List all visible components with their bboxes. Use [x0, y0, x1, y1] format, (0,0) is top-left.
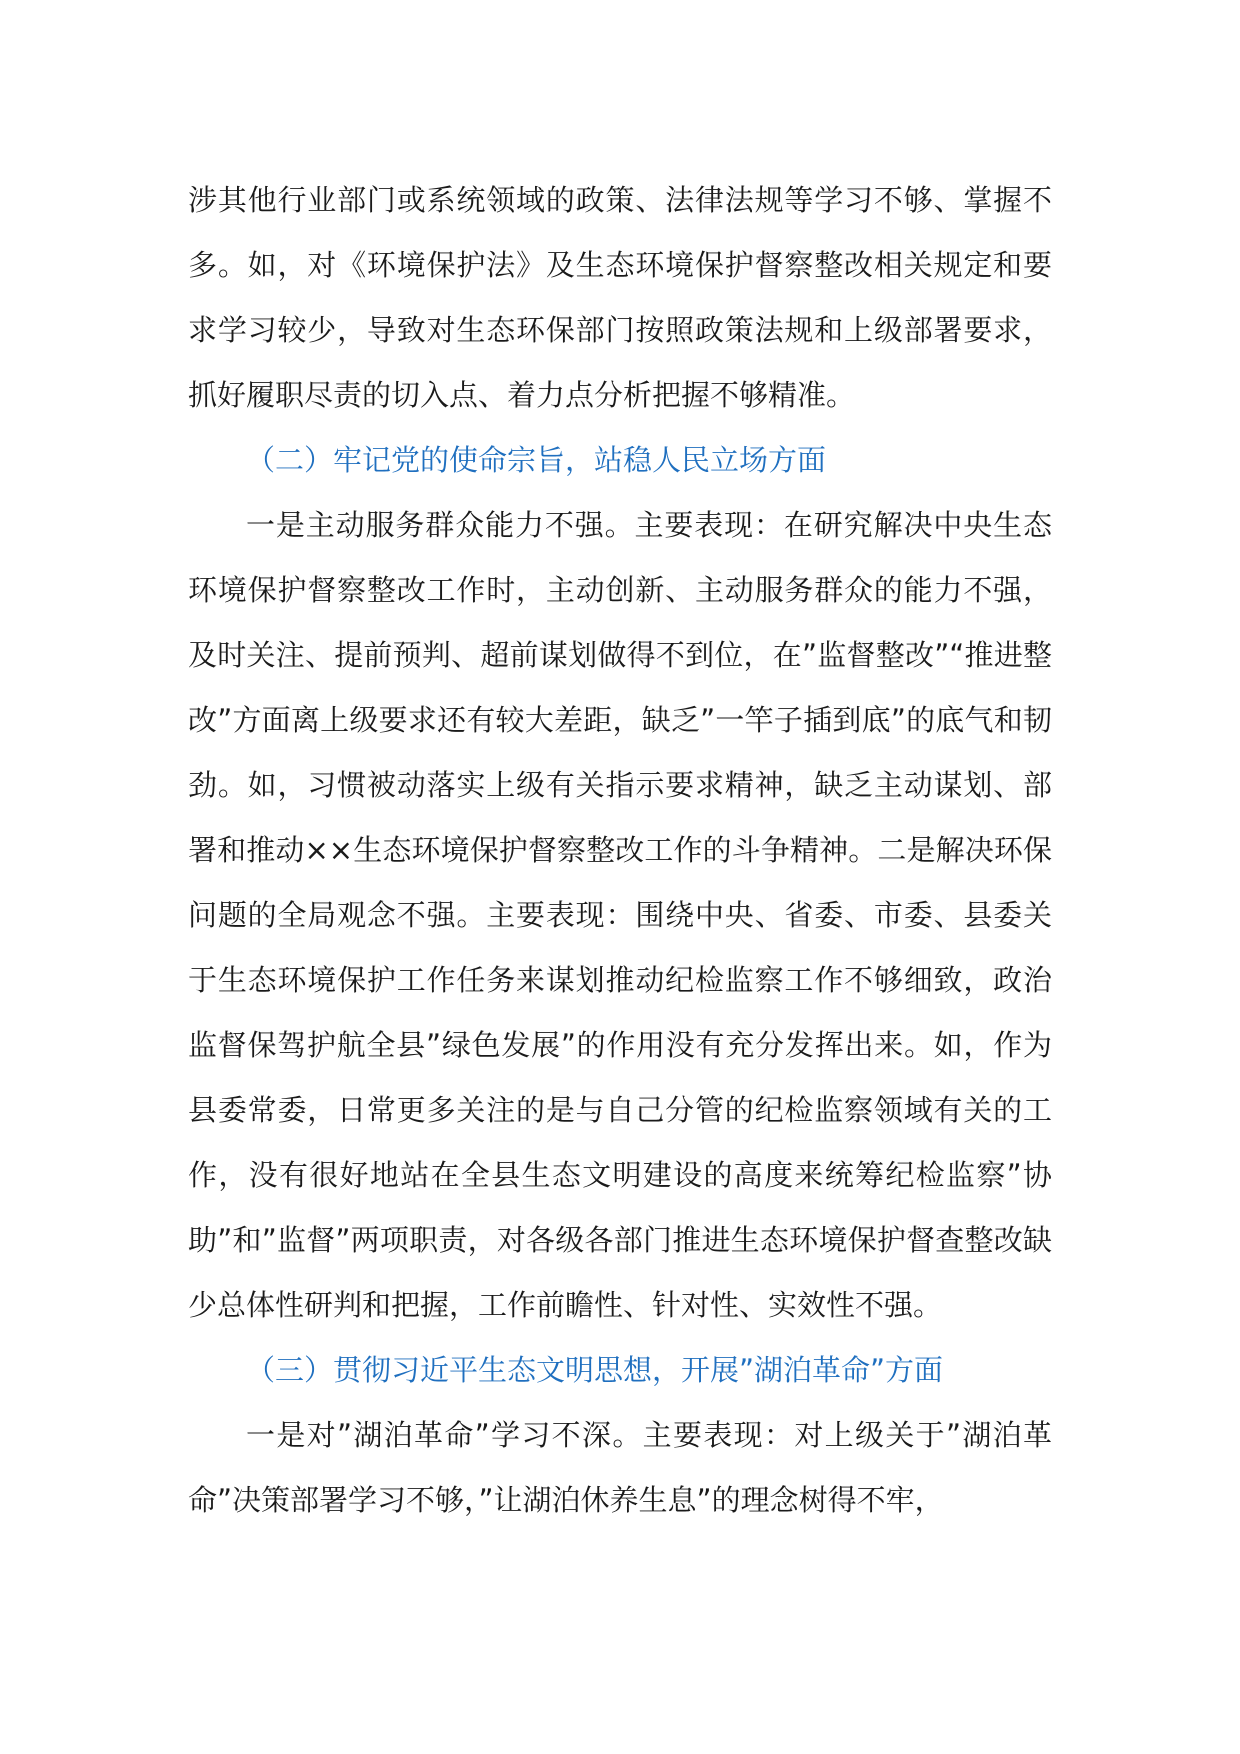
paragraph-section-2: 一是主动服务群众能力不强。主要表现：在研究解决中央生态环境保护督察整改工作时，主动创新、主动服务群众的能力不强，及时关注、提前预判、超前谋划做得不到位，在”监督整改”“推进整改”方面离上级要求还有较大差距，缺乏”一竿子插到底”的底气和韧劲。如，习惯被动落实上级有关指示要求精神，缺乏主动谋划、部署和推动××生态环境保护督察整改工作的斗争精神。二是解决环保问题的全局观念不强。主要表现：围绕中央、省委、市委、县委关于生态环境保护工作任务来谋划推动纪检监察工作不够细致，政治监督保驾护航全县”绿色发展”的作用没有充分发挥出来。如，作为县委常委，日常更多关注的是与自己分管的纪检监察领域有关的工作，没有很好地站在全县生态文明建设的高度来统筹纪检监察”协助”和”监督”两项职责，对各级各部门推进生态环境保护督查整改缺少总体性研判和把握，工作前瞻性、针对性、实效性不强。: [188, 508, 1052, 1322]
document-body: [188, 168, 1052, 1533]
paragraph-section-3: 一是对”湖泊革命”学习不深。主要表现：对上级关于”湖泊革命”决策部署学习不够，”让湖泊休养生息”的理念树得不牢，: [188, 1418, 1052, 1517]
paragraph-continuation: 涉其他行业部门或系统领域的政策、法律法规等学习不够、掌握不多。如，对《环境保护法》及生态环境保护督察整改相关规定和要求学习较少，导致对生态环保部门按照政策法规和上级部署要求，抓好履职尽责的切入点、着力点分析把握不够精准。: [188, 183, 1052, 412]
section-heading-2: （二）牢记党的使命宗旨，站稳人民立场方面: [246, 443, 827, 477]
section-heading-3: （三）贯彻习近平生态文明思想，开展”湖泊革命”方面: [246, 1353, 944, 1387]
